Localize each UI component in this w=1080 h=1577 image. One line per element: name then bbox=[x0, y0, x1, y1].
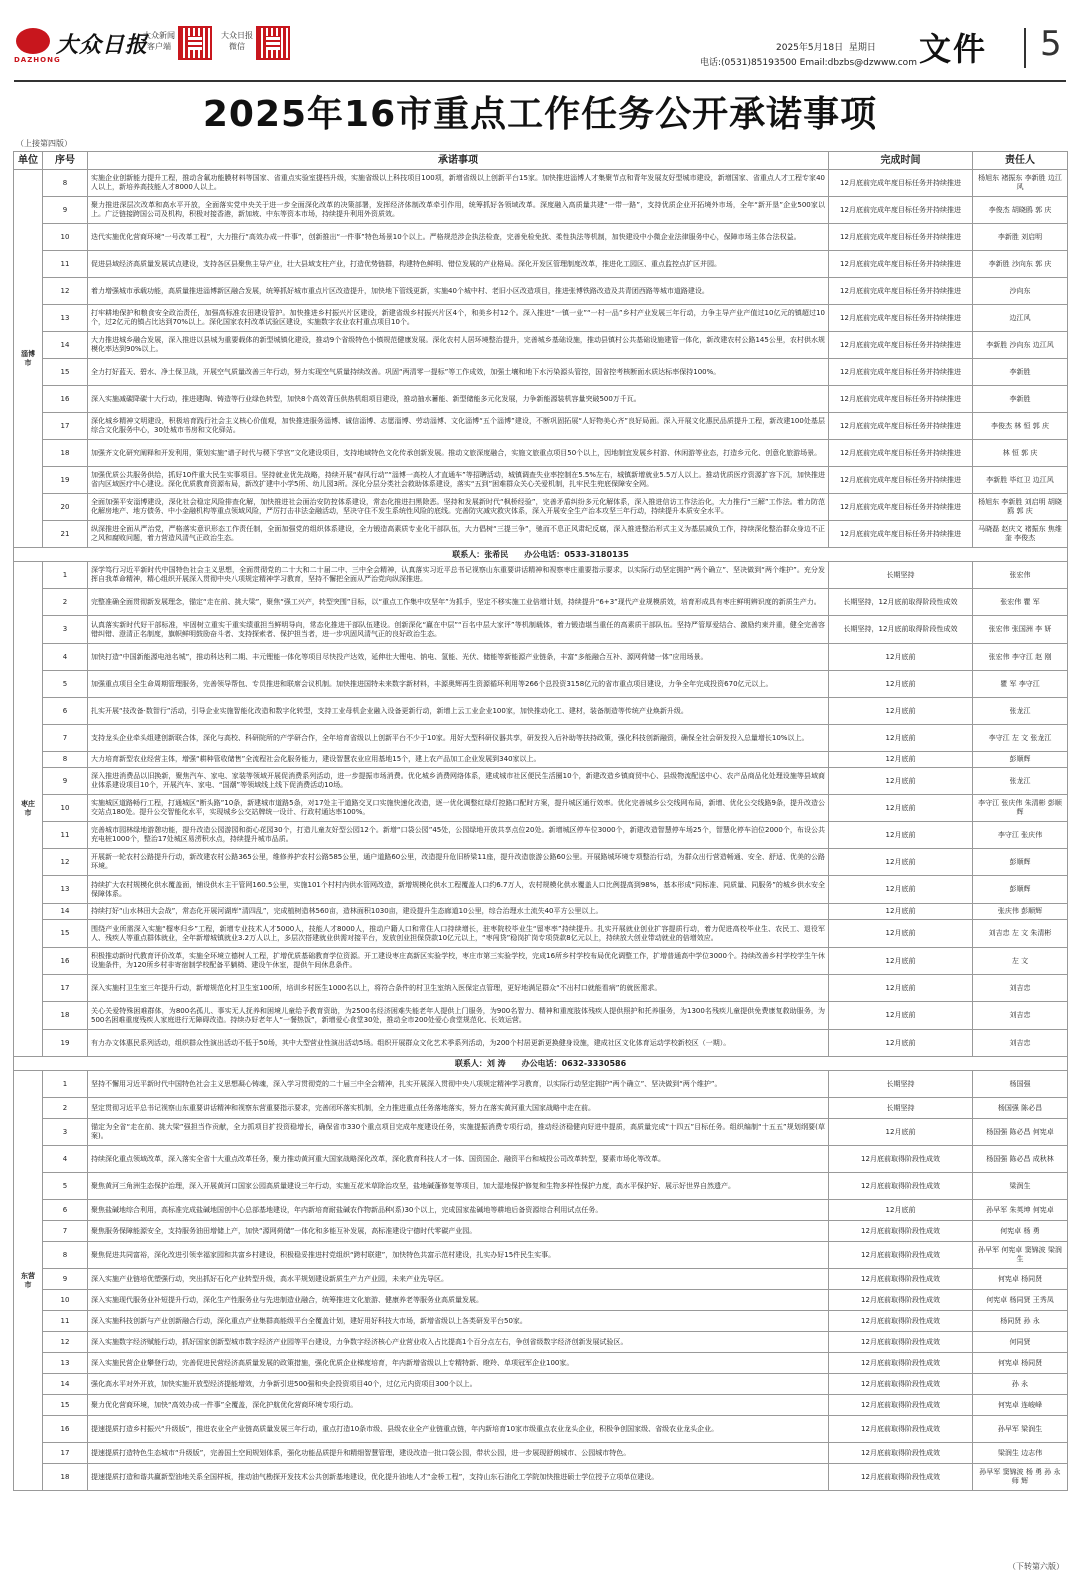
deadline-cell: 12月底前 bbox=[829, 975, 973, 1002]
commitment-text: 深入实施数字经济赋能行动，抓好国家创新型城市数字经济产业园等平台建设，力争数字经济核心产业营业收入占比提高1个百分点左右，争创省级数字经济创新发展试验区。 bbox=[88, 1332, 829, 1353]
row-number: 14 bbox=[43, 904, 88, 920]
table-row bbox=[14, 975, 1068, 1002]
responsible-person: 彭顺辉 bbox=[973, 849, 1068, 876]
deadline-cell: 12月底前取得阶段性成效 bbox=[829, 1173, 973, 1200]
table-row bbox=[14, 562, 1068, 589]
commitment-text: 着力增强城市承载功能，高质量推进淄博新区融合发展，统筹抓好城市重点片区改造提升，加快地下管线更新，实施40个城中村、老旧小区改造项目，推进张博铁路改造及共青团西路等城市道路建设。 bbox=[88, 278, 829, 305]
table-row bbox=[14, 948, 1068, 975]
row-number: 19 bbox=[43, 467, 88, 494]
table-row bbox=[14, 251, 1068, 278]
responsible-person: 何同贤 bbox=[973, 1332, 1068, 1353]
row-number: 18 bbox=[43, 1002, 88, 1030]
qr-code-wechat-icon[interactable] bbox=[256, 26, 290, 60]
issue-date-text: 2025年5月18日 bbox=[776, 43, 844, 53]
row-number: 18 bbox=[43, 1464, 88, 1491]
table-row bbox=[14, 521, 1068, 548]
row-number: 10 bbox=[43, 1290, 88, 1311]
table-row bbox=[14, 332, 1068, 359]
table-row bbox=[14, 671, 1068, 698]
responsible-person: 张宏伟 瞿 军 bbox=[973, 589, 1068, 616]
responsible-person: 何宪卓 杨同贤 bbox=[973, 1269, 1068, 1290]
responsible-person: 李守江 左 文 张龙江 bbox=[973, 725, 1068, 752]
contact-row bbox=[14, 548, 1068, 562]
deadline-cell: 12月底前完成年度目标任务并持续推进 bbox=[829, 521, 973, 548]
deadline-cell: 12月底前取得阶段性成效 bbox=[829, 1464, 973, 1491]
table-row bbox=[14, 1464, 1068, 1491]
commitment-text: 大力推进城乡融合发展，深入推进以县城为重要载体的新型城镇化建设，推动9个省级特色小镇规范健康发展。深化农村人居环境整治提升，完善城乡基础设施，推动县镇村公共基础设施建管一体化，新改建农村公路145公里，农村供水规模化率达到90%以上。 bbox=[88, 332, 829, 359]
row-number: 7 bbox=[43, 725, 88, 752]
commitment-text: 聚焦服务保障能源安全，支持服务油田增储上产，加快“源网荷储”一体化和多能互补发展，高标准建设宁德时代零碳产业园。 bbox=[88, 1221, 829, 1242]
commitment-text: 聚焦盐碱地综合利用，高标准完成盐碱地国创中心总部基地建设，年内新培育耐盐碱农作物新品种(系)30个以上，完成国家盐碱地等耕地后备资源综合利用试点任务。 bbox=[88, 1200, 829, 1221]
deadline-cell: 12月底前完成年度目标任务并持续推进 bbox=[829, 251, 973, 278]
commitment-text: 深入实施现代服务业补短提升行动，深化生产性服务业与先进制造业融合，统筹推进文化旅游、健康养老等服务业高质量发展。 bbox=[88, 1290, 829, 1311]
commitment-text: 锚定为全省“走在前、挑大梁”强担当作贡献，全力抓项目扩投资稳增长，确保省市330个重点项目完成年度建设任务，实施提振消费专项行动，推动经济稳健向好进中提质，高质量完成“十四五”目标任务。组织编制“十五五”规划纲要(草案)。 bbox=[88, 1119, 829, 1146]
table-row bbox=[14, 1290, 1068, 1311]
deadline-cell: 12月底前 bbox=[829, 876, 973, 904]
deadline-cell: 12月底前完成年度目标任务并持续推进 bbox=[829, 467, 973, 494]
responsible-person: 刘吉忠 bbox=[973, 1002, 1068, 1030]
table-row bbox=[14, 1221, 1068, 1242]
row-number: 12 bbox=[43, 849, 88, 876]
commitment-text: 扎实开展“技改备·数智行”活动，引导企业实施智能化改造和数字化转型，支持工业母机企业融入设备更新行动，新增上云工业企业100家，加快推动化工、建材，装备制造等传统产业焕新升级。 bbox=[88, 698, 829, 725]
commitment-text: 深入实施村卫生室三年提升行动，新增规范化村卫生室100所，培训乡村医生1000名以上，将符合条件的村卫生室纳入医保定点管理，更好地满足群众“不出村口就能看病”的就医需求。 bbox=[88, 975, 829, 1002]
page-headline: 2025年16市重点工作任务公开承诺事项 bbox=[202, 94, 878, 135]
table-row bbox=[14, 494, 1068, 521]
commitment-text: 支持龙头企业牵头组建创新联合体，深化与高校、科研院所的产学研合作，全年培育省级以上创新平台不少于10家。用好大型科研仪器共享，研发投入后补助等扶持政策，强化科技创新融资，确保全社会研发投入总量增长10%以上。 bbox=[88, 725, 829, 752]
deadline-cell: 12月底前 bbox=[829, 644, 973, 671]
responsible-person: 孙早军 何宪卓 窦锦波 梁润生 bbox=[973, 1242, 1068, 1269]
deadline-cell: 12月底前取得阶段性成效 bbox=[829, 1374, 973, 1395]
issue-weekday: 星期日 bbox=[848, 43, 876, 53]
deadline-cell: 长期坚持 bbox=[829, 1071, 973, 1098]
qr-app-label: 大众新闻客户端 bbox=[143, 31, 175, 51]
newspaper-contact: 电话:(0531)85193500 Email:dbzbs@dzwww.com bbox=[700, 58, 917, 68]
commitment-text: 加强齐文化研究阐释和开发利用，策划实施“谱子时代与稷下学宫”文化建设项目，支持地域特色文化传承创新发展。推动文旅深度融合，实施文旅重点项目50个以上，因地制宜发展乡村游、休闲游等业态，打造乡元化、创意化旅游场景。 bbox=[88, 440, 829, 467]
unit-cell-dongying: 东营市 bbox=[14, 1071, 43, 1491]
table-row bbox=[14, 1443, 1068, 1464]
unit-cell-zaozhuang: 枣庄市 bbox=[14, 562, 43, 1057]
commitment-text: 坚持不懈用习近平新时代中国特色社会主义思想凝心铸魂，深入学习贯彻党的二十届三中全会精神，扎实开展深入贯彻中央八项规定精神学习教育，以实际行动坚定拥护“两个确立”、坚决做到“两个维护”。 bbox=[88, 1071, 829, 1098]
table-row bbox=[14, 305, 1068, 332]
responsible-person: 孙早军 朱英坤 何宪卓 bbox=[973, 1200, 1068, 1221]
row-number: 17 bbox=[43, 1443, 88, 1464]
continued-to-note: （下转第六版） bbox=[1008, 1562, 1064, 1571]
masthead bbox=[14, 22, 1066, 74]
responsible-person: 刘吉忠 bbox=[973, 1030, 1068, 1057]
responsible-person: 李新胜 沙向东 边江风 bbox=[973, 332, 1068, 359]
responsible-person: 杨国强 陈必昌 成秋林 bbox=[973, 1146, 1068, 1173]
row-number: 12 bbox=[43, 278, 88, 305]
responsible-person: 李守江 张庆伟 朱清彬 彭顺辉 bbox=[973, 795, 1068, 822]
row-number: 8 bbox=[43, 752, 88, 768]
row-number: 3 bbox=[43, 616, 88, 644]
responsible-person: 何宪卓 杨同贤 王秀凤 bbox=[973, 1290, 1068, 1311]
commitment-text: 完善城市园林绿地游憩功能，提升改造公园游园和街心花园30个，打造儿童友好型公园12个。新增“口袋公园”45处，公园绿地开放共享点位20处。新增城区停车位3000个，新建改造智慧停车场25个，智慧化停车泊位2000个，布设公共充电桩1000个，整治17处城区易涝积水点，持续提升城市品质。 bbox=[88, 822, 829, 849]
deadline-cell: 长期坚持，12月底前取得阶段性成效 bbox=[829, 616, 973, 644]
table-row bbox=[14, 440, 1068, 467]
row-number: 17 bbox=[43, 413, 88, 440]
deadline-cell: 12月底前取得阶段性成效 bbox=[829, 1395, 973, 1416]
commitment-text: 提速提质打造乡村振兴“升级版”，推进农业全产业链高质量发展三年行动，重点打造10条市级、县级农业全产业链重点链，年内新培育10家市级重点农业龙头企业，积极争创国家级、省级农业龙头企业。 bbox=[88, 1416, 829, 1443]
table-row bbox=[14, 1098, 1068, 1119]
commitment-text: 关心关爱特殊困难群体，为800名孤儿、事实无人抚养和困境儿童给予教育资助，为2500名经济困难失能老年人提供上门服务，为900名智力、精神和重度肢体残疾人提供照护和托养服务，为1300名残疾儿童提供免费康复救助服务，为500名困难重度残疾人家庭进行无障碍改造。持续办好老年人“一餐热饭”，新增爱心食堂30处，推动全市200处爱心食堂规范化、长效运营。 bbox=[88, 1002, 829, 1030]
continued-from-note: （上接第四版） bbox=[16, 139, 72, 148]
commitment-text: 持续打好“山水林田大会战”，常态化开展河湖库“清四乱”，完成植树造林560亩，造林面积1030亩，建设提升生态廊道10公里，综合治理水土流失40平方公里以上。 bbox=[88, 904, 829, 920]
table-row bbox=[14, 197, 1068, 224]
row-number: 21 bbox=[43, 521, 88, 548]
deadline-cell: 12月底前取得阶段性成效 bbox=[829, 1146, 973, 1173]
row-number: 9 bbox=[43, 1269, 88, 1290]
commitment-text: 提速提质打造特色生态城市“升级版”，完善国土空间规划体系，强化功能品质提升和精细智慧管理，建设改造一批口袋公园，带状公园，进一步展现舒朗城市、公园城市特色。 bbox=[88, 1443, 829, 1464]
row-number: 8 bbox=[43, 1242, 88, 1269]
responsible-person: 孙早军 梁润生 bbox=[973, 1416, 1068, 1443]
responsible-person: 张宏伟 bbox=[973, 562, 1068, 589]
deadline-cell: 12月底前 bbox=[829, 752, 973, 768]
deadline-cell: 12月底前 bbox=[829, 1200, 973, 1221]
row-number: 4 bbox=[43, 1146, 88, 1173]
deadline-cell: 12月底前完成年度目标任务并持续推进 bbox=[829, 305, 973, 332]
row-number: 12 bbox=[43, 1332, 88, 1353]
table-row bbox=[14, 795, 1068, 822]
commitment-text: 深入实施民营企业攀登行动，完善促进民营经济高质量发展的政策措施，强化优质企业梯度培育，年内新增省级以上专精特新、瞪羚、单项冠军企业100家。 bbox=[88, 1353, 829, 1374]
row-number: 11 bbox=[43, 1311, 88, 1332]
commitment-text: 围绕产业所需深入实施“榴枣归乡”工程，新增专业技术人才5000人，技能人才8000人，推动户籍人口和常住人口持续增长，驻枣院校毕业生“留枣率”持续提升。扎实开展就业创业扩容提质行动，着力促进高校毕业生、农民工、退役军人、残疾人等重点群体就业，全年新增城镇就业3.2万人以上，多层次搭建就业供需对接平台，发放创业担保贷款10亿元以上，“枣闯贷”稳岗扩岗专项贷款8亿元以上，持续放大创业带动就业的倍增效应。 bbox=[88, 920, 829, 948]
responsible-person: 李新胜 bbox=[973, 386, 1068, 413]
responsible-person: 彭顺辉 bbox=[973, 876, 1068, 904]
commitment-text: 认真落实新时代好干部标准，牢固树立重实干重实绩重担当鲜明导向，常态化推进干部队伍建设。创新深化“赢在中层”“百名中层大家评”等机制载体，着力锻造堪当重任的高素质干部队伍。坚持严管厚爱结合、激励约束并重，健全完善容错纠错、澄清正名制度，旗帜鲜明鼓励奋斗者、支持探索者、保护担当者，进一步巩固风清气正的良好政治生态。 bbox=[88, 616, 829, 644]
commitment-text: 深化城乡精神文明建设，积极培育践行社会主义核心价值观，加快推进服务淄博、诚信淄博、志愿淄博、劳动淄博、文化淄博“五个淄博”建设，不断巩固拓展“人好物美心齐”良好局面。深入开展文化惠民品质提升工程，新改建100处基层综合文化服务中心，30处城市书房和文化驿站。 bbox=[88, 413, 829, 440]
row-number: 15 bbox=[43, 920, 88, 948]
row-number: 11 bbox=[43, 822, 88, 849]
responsible-person: 刘吉忠 左 文 朱清彬 bbox=[973, 920, 1068, 948]
commitment-text: 开展新一轮农村公路提升行动，新改建农村公路365公里，维修养护农村公路585公里，通户道路60公里，改造提升危旧桥梁11座，提升改造旅游公路60公里。开展路城环境专项整治行动，为群众出行营造畅通、安全、舒适、优美的公路环境。 bbox=[88, 849, 829, 876]
page-number-divider bbox=[1024, 28, 1026, 68]
responsible-person: 刘吉忠 bbox=[973, 975, 1068, 1002]
deadline-cell: 12月底前完成年度目标任务并持续推进 bbox=[829, 332, 973, 359]
table-row bbox=[14, 589, 1068, 616]
row-number: 13 bbox=[43, 1353, 88, 1374]
deadline-cell: 12月底前取得阶段性成效 bbox=[829, 1353, 973, 1374]
table-row bbox=[14, 224, 1068, 251]
deadline-cell: 12月底前完成年度目标任务并持续推进 bbox=[829, 413, 973, 440]
commitment-text: 强化高水平对外开放，加快实施开放型经济提能增效，力争新引进500强和央企投资项目40个，过亿元内资项目300个以上。 bbox=[88, 1374, 829, 1395]
commitments-body bbox=[14, 170, 1068, 1491]
table-row bbox=[14, 1002, 1068, 1030]
logo-name: 大众日报 bbox=[56, 32, 149, 58]
commitment-text: 加快打造“中国新能源电池名城”，推动科达利二期、丰元锂能一体化等项目尽快投产达效，延伸壮大锂电、钠电、氢能、光伏、储能等新能源产业链条，丰富“多能融合互补、源网荷储一体”应用场景。 bbox=[88, 644, 829, 671]
row-number: 20 bbox=[43, 494, 88, 521]
deadline-cell: 12月底前 bbox=[829, 948, 973, 975]
row-number: 16 bbox=[43, 386, 88, 413]
responsible-person: 杨国强 陈必昌 何宪卓 bbox=[973, 1119, 1068, 1146]
commitment-text: 坚定贯彻习近平总书记视察山东重要讲话精神和视察东营重要指示要求，完善闭环落实机制，全力推进重点任务落地落实，努力在落实黄河重大国家战略中走在前。 bbox=[88, 1098, 829, 1119]
contact-info: 联系人：张希民 办公电话：0533-3180135 bbox=[14, 548, 1068, 562]
commitment-text: 全面加强平安淄博建设，深化社会稳定风险排查化解，加快推进社会面治安防控体系建设，常态化推进扫黑除恶。坚持和发展新时代“枫桥经验”，完善矛盾纠纷多元化解体系，深入推进信访工作法治化，大力推行“三解”工作法。着力防范化解房地产、地方债务、中小金融机构等重点领域风险，严厉打击非法金融活动，坚决守住不发生系统性风险的底线。完善防灾减灾救灾体系，深入开展安全生产治本攻坚三年行动，持续提升本质安全水平。 bbox=[88, 494, 829, 521]
deadline-cell: 12月底前完成年度目标任务并持续推进 bbox=[829, 224, 973, 251]
qr-wechat-label: 大众日报微信 bbox=[221, 31, 253, 51]
deadline-cell: 长期坚持 bbox=[829, 562, 973, 589]
commitment-text: 实施企业创新能力提升工程，推动含氟功能膜材料等国家、省重点实验室提档升级，实施省级以上科技项目100项，新增省级以上创新平台15家。加快推进淄博人才集聚节点和青年发展友好型城市建设，新增国家、省重点人才工程专家40人以上，新培养高技能人才8000人以上。 bbox=[88, 170, 829, 197]
deadline-cell: 12月底前取得阶段性成效 bbox=[829, 1290, 973, 1311]
page-number: 5 bbox=[1040, 24, 1062, 64]
table-row bbox=[14, 1173, 1068, 1200]
table-row bbox=[14, 876, 1068, 904]
commitment-text: 深入推进消费品以旧换新，聚焦汽车、家电、家装等领域开展促消费系列活动，进一步提振市场消费。优化城乡消费网络体系，建成城市社区便民生活圈10个，新建改造乡镇商贸中心、县级物流配送中心、农产品商品化处理设施等县域商业体系建设项目10个，开展汽车、家电、“国潮”等领域线上线下促消费活动10场。 bbox=[88, 768, 829, 795]
commitment-text: 深入实施减碳降碳十大行动，推进建陶、铸造等行业绿色转型，加快8个高效背压供热机组项目建设，推动抽水蓄能、新型储能多元化发展，力争新能源装机容量突破500万千瓦。 bbox=[88, 386, 829, 413]
deadline-cell: 12月底前 bbox=[829, 920, 973, 948]
deadline-cell: 12月底前 bbox=[829, 822, 973, 849]
deadline-cell: 12月底前完成年度目标任务并持续推进 bbox=[829, 197, 973, 224]
deadline-cell: 12月底前 bbox=[829, 768, 973, 795]
commitment-text: 加强重点项目全生命周期管理服务，完善领导帮包、专员推进和联席会议机制。加快推进国特未来数字新材料，丰源奥辉再生资源循环利用等266个总投资3158亿元的省市重点项目建设，力争全年完成投资670亿元以上。 bbox=[88, 671, 829, 698]
headline-rule bbox=[14, 80, 1066, 82]
row-number: 11 bbox=[43, 251, 88, 278]
deadline-cell: 12月底前 bbox=[829, 1119, 973, 1146]
table-row bbox=[14, 752, 1068, 768]
table-row bbox=[14, 386, 1068, 413]
deadline-cell: 12月底前取得阶段性成效 bbox=[829, 1269, 973, 1290]
table-row bbox=[14, 1269, 1068, 1290]
deadline-cell: 12月底前 bbox=[829, 725, 973, 752]
commitment-text: 聚力推进深层次改革和高水平开放，全面落实党中央关于进一步全面深化改革的决策部署，发挥经济体制改革牵引作用，统筹抓好各领域改革。深度融入高质量共建“一带一路”，支持优质企业开拓境外市场，全年“新开垦”企业500家以上。广泛链接跨国公司及机构，积极对接香港，新加坡、中东等资本市场，持续提升利用外资质效。 bbox=[88, 197, 829, 224]
table-row bbox=[14, 904, 1068, 920]
responsible-person: 梁润生 边志伟 bbox=[973, 1443, 1068, 1464]
table-row bbox=[14, 822, 1068, 849]
table-row bbox=[14, 1416, 1068, 1443]
table-row bbox=[14, 1119, 1068, 1146]
responsible-person: 张庆伟 彭顺辉 bbox=[973, 904, 1068, 920]
table-row bbox=[14, 1395, 1068, 1416]
responsible-person: 李俊杰 林 恒 郭 庆 bbox=[973, 413, 1068, 440]
table-row bbox=[14, 1030, 1068, 1057]
table-row bbox=[14, 170, 1068, 197]
responsible-person: 张龙江 bbox=[973, 698, 1068, 725]
responsible-person: 何宪卓 杨同贤 bbox=[973, 1353, 1068, 1374]
table-row bbox=[14, 1332, 1068, 1353]
row-number: 1 bbox=[43, 562, 88, 589]
responsible-person: 马晓磊 赵庆文 褚振东 焦维奎 李俊杰 bbox=[973, 521, 1068, 548]
row-number: 6 bbox=[43, 698, 88, 725]
commitment-text: 实施城区道路畅行工程，打通城区“断头路”10条，新建城市道路5条，对17处主干道路交叉口实施快速化改造，逐一优化调整红绿灯控路口配时方案，提升城区通行效率。优化完善城乡公交线网布局，新增、优化公交线路9条，提升改造公交站点180处。提升公交智能化水平，实现城乡公交站牌统一设计、行政村通达率100%。 bbox=[88, 795, 829, 822]
row-number: 15 bbox=[43, 359, 88, 386]
commitment-text: 聚焦促进共同富裕，深化改进引领幸福家园和共富乡村建设，积极稳妥推进村党组织“跨村联建”，加快特色共富示范村建设，扎实办好15件民生实事。 bbox=[88, 1242, 829, 1269]
deadline-cell: 12月底前取得阶段性成效 bbox=[829, 1443, 973, 1464]
contact-row bbox=[14, 1057, 1068, 1071]
deadline-cell: 12月底前取得阶段性成效 bbox=[829, 1416, 973, 1443]
row-number: 19 bbox=[43, 1030, 88, 1057]
commitment-text: 深入实施产业链培优塑强行动，突出抓好石化产业转型升级，高水平规划建设新质生产力产业园，未来产业先导区。 bbox=[88, 1269, 829, 1290]
commitment-text: 迭代实施优化营商环境“一号改革工程”，大力推行“高效办成一件事”，创新推出“一件事”特色场景10个以上。严格规范涉企执法检查，完善免检免扰、柔性执法等机制，加快建设中小微企业法律服务中心，保障市场主体合法权益。 bbox=[88, 224, 829, 251]
responsible-person: 杨旭东 褚振东 李新胜 边江风 bbox=[973, 170, 1068, 197]
table-row bbox=[14, 644, 1068, 671]
deadline-cell: 长期坚持，12月底前取得阶段性成效 bbox=[829, 589, 973, 616]
responsible-person: 左 文 bbox=[973, 948, 1068, 975]
table-row bbox=[14, 1071, 1068, 1098]
deadline-cell: 12月底前 bbox=[829, 698, 973, 725]
row-number: 15 bbox=[43, 1395, 88, 1416]
row-number: 14 bbox=[43, 1374, 88, 1395]
row-number: 2 bbox=[43, 1098, 88, 1119]
deadline-cell: 12月底前完成年度目标任务并持续推进 bbox=[829, 440, 973, 467]
responsible-person: 何宪卓 杨 勇 bbox=[973, 1221, 1068, 1242]
row-number: 4 bbox=[43, 644, 88, 671]
row-number: 8 bbox=[43, 170, 88, 197]
table-row bbox=[14, 616, 1068, 644]
newspaper-logo bbox=[14, 22, 149, 66]
responsible-person: 沙向东 bbox=[973, 278, 1068, 305]
section-name: 文件 bbox=[919, 30, 988, 68]
row-number: 9 bbox=[43, 768, 88, 795]
commitment-text: 加强优质公共服务供给，抓好10件重大民生实事项目。坚持就业优先战略，持续开展“春风行动”“淄博一高校人才直通车”等招聘活动，城镇调查失业率控制在5.5%左右，城镇新增就业5.5万人以上。推动优质医疗资源扩容下沉，加快推进省内区域医疗中心建设。深化优质教育资源布局，新改扩建中小学5所、幼儿园3所。深化分层分类社会救助体系建设，落实“五到”困难群众关心关爱机制，扎牢民生兜底保障安全网。 bbox=[88, 467, 829, 494]
commitment-text: 打牢耕地保护和粮食安全政治责任，加强高标准农田建设管护。加快推进乡村振兴片区建设，新建省级乡村振兴片区4个，和美乡村12个。深入推进“一镇一业”“一村一品”乡村产业发展三年行动，力争主导产业产值过10亿元的镇超过10个，过2亿元的镇占比达到70%以上。深化国家农村改革试验区建设，实施数字农业农村重点项目10个。 bbox=[88, 305, 829, 332]
row-number: 5 bbox=[43, 1173, 88, 1200]
row-number: 16 bbox=[43, 1416, 88, 1443]
row-number: 7 bbox=[43, 1221, 88, 1242]
deadline-cell: 长期坚持 bbox=[829, 1098, 973, 1119]
commitment-text: 聚焦黄河三角洲生态保护治理，深入开展黄河口国家公园高质量建设三年行动，实施互花米草除治攻坚，盐地碱蓬修复等项目，加大湿地保护修复和生物多样性保护力度，高水平保护好、展示好世界自然遗产。 bbox=[88, 1173, 829, 1200]
row-number: 16 bbox=[43, 948, 88, 975]
deadline-cell: 12月底前 bbox=[829, 904, 973, 920]
row-number: 3 bbox=[43, 1119, 88, 1146]
responsible-person: 杨旭东 李新胜 刘启明 胡晓鸥 郭 庆 bbox=[973, 494, 1068, 521]
table-row bbox=[14, 920, 1068, 948]
deadline-cell: 12月底前取得阶段性成效 bbox=[829, 1311, 973, 1332]
header-content: 承诺事项 bbox=[88, 152, 829, 170]
responsible-person: 杨同贤 孙 永 bbox=[973, 1311, 1068, 1332]
row-number: 17 bbox=[43, 975, 88, 1002]
commitment-text: 促进县域经济高质量发展试点建设，支持各区县聚焦主导产业，壮大县域支柱产业，打造优势链群，构建特色鲜明、错位发展的产业格局。深化开发区管理制度改革，推进化工园区、重点监控点扩区并园。 bbox=[88, 251, 829, 278]
row-number: 10 bbox=[43, 795, 88, 822]
table-row bbox=[14, 1374, 1068, 1395]
responsible-person: 孙早军 窦锦波 杨 勇 孙 永 师 辉 bbox=[973, 1464, 1068, 1491]
deadline-cell: 12月底前取得阶段性成效 bbox=[829, 1221, 973, 1242]
responsible-person: 林 恒 郭 庆 bbox=[973, 440, 1068, 467]
qr-code-app-icon[interactable] bbox=[178, 26, 212, 60]
commitment-text: 深入实施科技创新与产业创新融合行动，深化重点产业集群高能级平台全覆盖计划，建好用好科技大市场，新增省级以上各类研发平台50家。 bbox=[88, 1311, 829, 1332]
logo-en: DAZHONG bbox=[14, 56, 61, 64]
responsible-person: 张龙江 bbox=[973, 768, 1068, 795]
commitment-text: 深学笃行习近平新时代中国特色社会主义思想，全面贯彻党的二十大和二十届二中、三中全会精神，认真落实习近平总书记视察山东重要讲话精神和视察枣庄重要指示要求，以实际行动坚定拥护“两个确立”、坚决做到“两个维护”。充分发挥自我革命精神，精心组织开展深入贯彻中央八项规定精神学习教育，坚持不懈把全面从严治党向纵深推进。 bbox=[88, 562, 829, 589]
table-row bbox=[14, 1200, 1068, 1221]
responsible-person: 梁润生 bbox=[973, 1173, 1068, 1200]
commitments-table bbox=[13, 151, 1068, 1491]
header-unit: 单位 bbox=[14, 152, 43, 170]
table-row bbox=[14, 467, 1068, 494]
table-row bbox=[14, 1146, 1068, 1173]
unit-cell-zibo: 淄博市 bbox=[14, 170, 43, 548]
responsible-person: 张宏伟 李守江 赵 刚 bbox=[973, 644, 1068, 671]
deadline-cell: 12月底前完成年度目标任务并持续推进 bbox=[829, 494, 973, 521]
table-row bbox=[14, 1353, 1068, 1374]
responsible-person: 张宏伟 张国洲 李 妍 bbox=[973, 616, 1068, 644]
deadline-cell: 12月底前完成年度目标任务并持续推进 bbox=[829, 359, 973, 386]
header-number: 序号 bbox=[43, 152, 88, 170]
deadline-cell: 12月底前完成年度目标任务并持续推进 bbox=[829, 278, 973, 305]
deadline-cell: 12月底前 bbox=[829, 1002, 973, 1030]
table-row bbox=[14, 413, 1068, 440]
responsible-person: 李新胜 bbox=[973, 359, 1068, 386]
commitment-text: 全力打好蓝天、碧水、净土保卫战，开展空气质量改善三年行动，努力实现空气质量持续改善。巩固“两清零一提标”等工作成效，加强土壤和地下水污染源头管控，国省控考核断面水质达标率保持100%。 bbox=[88, 359, 829, 386]
row-number: 13 bbox=[43, 305, 88, 332]
commitment-text: 积极推动新时代教育评价改革，实施全环境立德树人工程，扩增优质基础教育学位资源。开工建设枣庄高新区实验学校，枣庄市第三实验学校，完成16所乡村学校布局优化调整工作，扩增普通高中学位3000个。持续改善乡村学校学生午休设施条件，为120所乡村非寄宿制学校配备平躺椅、建设午休室，提供午间休息条件。 bbox=[88, 948, 829, 975]
commitment-text: 完整准确全面贯彻新发展理念，锚定“走在前、挑大梁”，聚焦“强工兴产，转型突围”目标，以“重点工作集中攻坚年”为抓手，坚定不移实施工业倍增计划，持续提升“6+3”现代产业规模质效，培育形成具有枣庄鲜明辨识度的新质生产力。 bbox=[88, 589, 829, 616]
table-row bbox=[14, 849, 1068, 876]
responsible-person: 杨国强 陈必昌 bbox=[973, 1098, 1068, 1119]
issue-date bbox=[776, 40, 876, 53]
responsible-person: 李守江 张庆伟 bbox=[973, 822, 1068, 849]
row-number: 10 bbox=[43, 224, 88, 251]
table-row bbox=[14, 1311, 1068, 1332]
row-number: 13 bbox=[43, 876, 88, 904]
responsible-person: 孙 永 bbox=[973, 1374, 1068, 1395]
table-row bbox=[14, 725, 1068, 752]
responsible-person: 李俊杰 胡晓鸥 郭 庆 bbox=[973, 197, 1068, 224]
commitment-text: 提速提质打造和谐共赢新型油地关系全国样板，推动油气勘探开发技术公共创新基地建设，优化提升油地人才“金桥工程”，支持山东石油化工学院加快推进硕士学位授予立项单位建设。 bbox=[88, 1464, 829, 1491]
row-number: 6 bbox=[43, 1200, 88, 1221]
commitment-text: 纵深推进全面从严治党，严格落实意识形态工作责任制，全面加强党的组织体系建设，全力锻造高素质专业化干部队伍，大力倡树“三提三争”，驰而不息正风肃纪反腐，深入推进整治形式主义为基层减负工作，持续深化整治群众身边不正之风和腐败问题，着力营造风清气正政治生态。 bbox=[88, 521, 829, 548]
deadline-cell: 12月底前 bbox=[829, 1030, 973, 1057]
commitment-text: 持续深化重点领域改革，深入落实全省十大重点改革任务，聚力推动黄河重大国家战略深化改革，深化教育科技人才一体、国资国企、融资平台和城投公司改革转型，要素市场化等改革。 bbox=[88, 1146, 829, 1173]
responsible-person: 瞿 军 李守江 bbox=[973, 671, 1068, 698]
header-deadline: 完成时间 bbox=[829, 152, 973, 170]
table-header-row bbox=[14, 152, 1068, 170]
logo-emblem-icon bbox=[16, 28, 50, 54]
row-number: 2 bbox=[43, 589, 88, 616]
deadline-cell: 12月底前 bbox=[829, 849, 973, 876]
responsible-person: 杨国强 bbox=[973, 1071, 1068, 1098]
commitment-text: 聚力优化营商环境，加快“高效办成一件事”全覆盖，深化护航优化营商环境专项行动。 bbox=[88, 1395, 829, 1416]
table-row bbox=[14, 359, 1068, 386]
row-number: 9 bbox=[43, 197, 88, 224]
responsible-person: 何宪卓 连峻峰 bbox=[973, 1395, 1068, 1416]
header-person: 责任人 bbox=[973, 152, 1068, 170]
deadline-cell: 12月底前取得阶段性成效 bbox=[829, 1242, 973, 1269]
responsible-person: 边江风 bbox=[973, 305, 1068, 332]
table-row bbox=[14, 698, 1068, 725]
contact-info: 联系人：刘 涛 办公电话：0632-3330586 bbox=[14, 1057, 1068, 1071]
table-row bbox=[14, 768, 1068, 795]
deadline-cell: 12月底前取得阶段性成效 bbox=[829, 1332, 973, 1353]
commitment-text: 大力培育新型农业经营主体，增强“耕种管收储售”全流程社会化服务能力，建设智慧农业应用基地15个，建上农产品加工企业发展到340家以上。 bbox=[88, 752, 829, 768]
deadline-cell: 12月底前完成年度目标任务并持续推进 bbox=[829, 386, 973, 413]
row-number: 18 bbox=[43, 440, 88, 467]
responsible-person: 李新胜 刘启明 bbox=[973, 224, 1068, 251]
row-number: 14 bbox=[43, 332, 88, 359]
deadline-cell: 12月底前 bbox=[829, 671, 973, 698]
commitment-text: 有力办文体惠民系列活动，组织群众性演出活动不低于50场，其中大型营业性演出活动5场。组织开展群众文化艺术季系列活动，为200个村居更新更换健身设施，建成社区文化体育运动学校新校区（一期）。 bbox=[88, 1030, 829, 1057]
responsible-person: 彭顺辉 bbox=[973, 752, 1068, 768]
table-row bbox=[14, 278, 1068, 305]
responsible-person: 李新胜 毕红卫 边江风 bbox=[973, 467, 1068, 494]
row-number: 5 bbox=[43, 671, 88, 698]
table-row bbox=[14, 1242, 1068, 1269]
responsible-person: 李新胜 沙向东 郭 庆 bbox=[973, 251, 1068, 278]
row-number: 1 bbox=[43, 1071, 88, 1098]
deadline-cell: 12月底前完成年度目标任务并持续推进 bbox=[829, 170, 973, 197]
commitment-text: 持续扩大农村规模化供水覆盖面，铺设供水主干管网160.5公里，实施101个村村内供水管网改造，新增规模化供水工程覆盖人口约6.7万人，农村规模化供水覆盖人口比例提高到98%，基本形成“同标准、同质量、同服务”的城乡供水安全保障体系。 bbox=[88, 876, 829, 904]
deadline-cell: 12月底前 bbox=[829, 795, 973, 822]
